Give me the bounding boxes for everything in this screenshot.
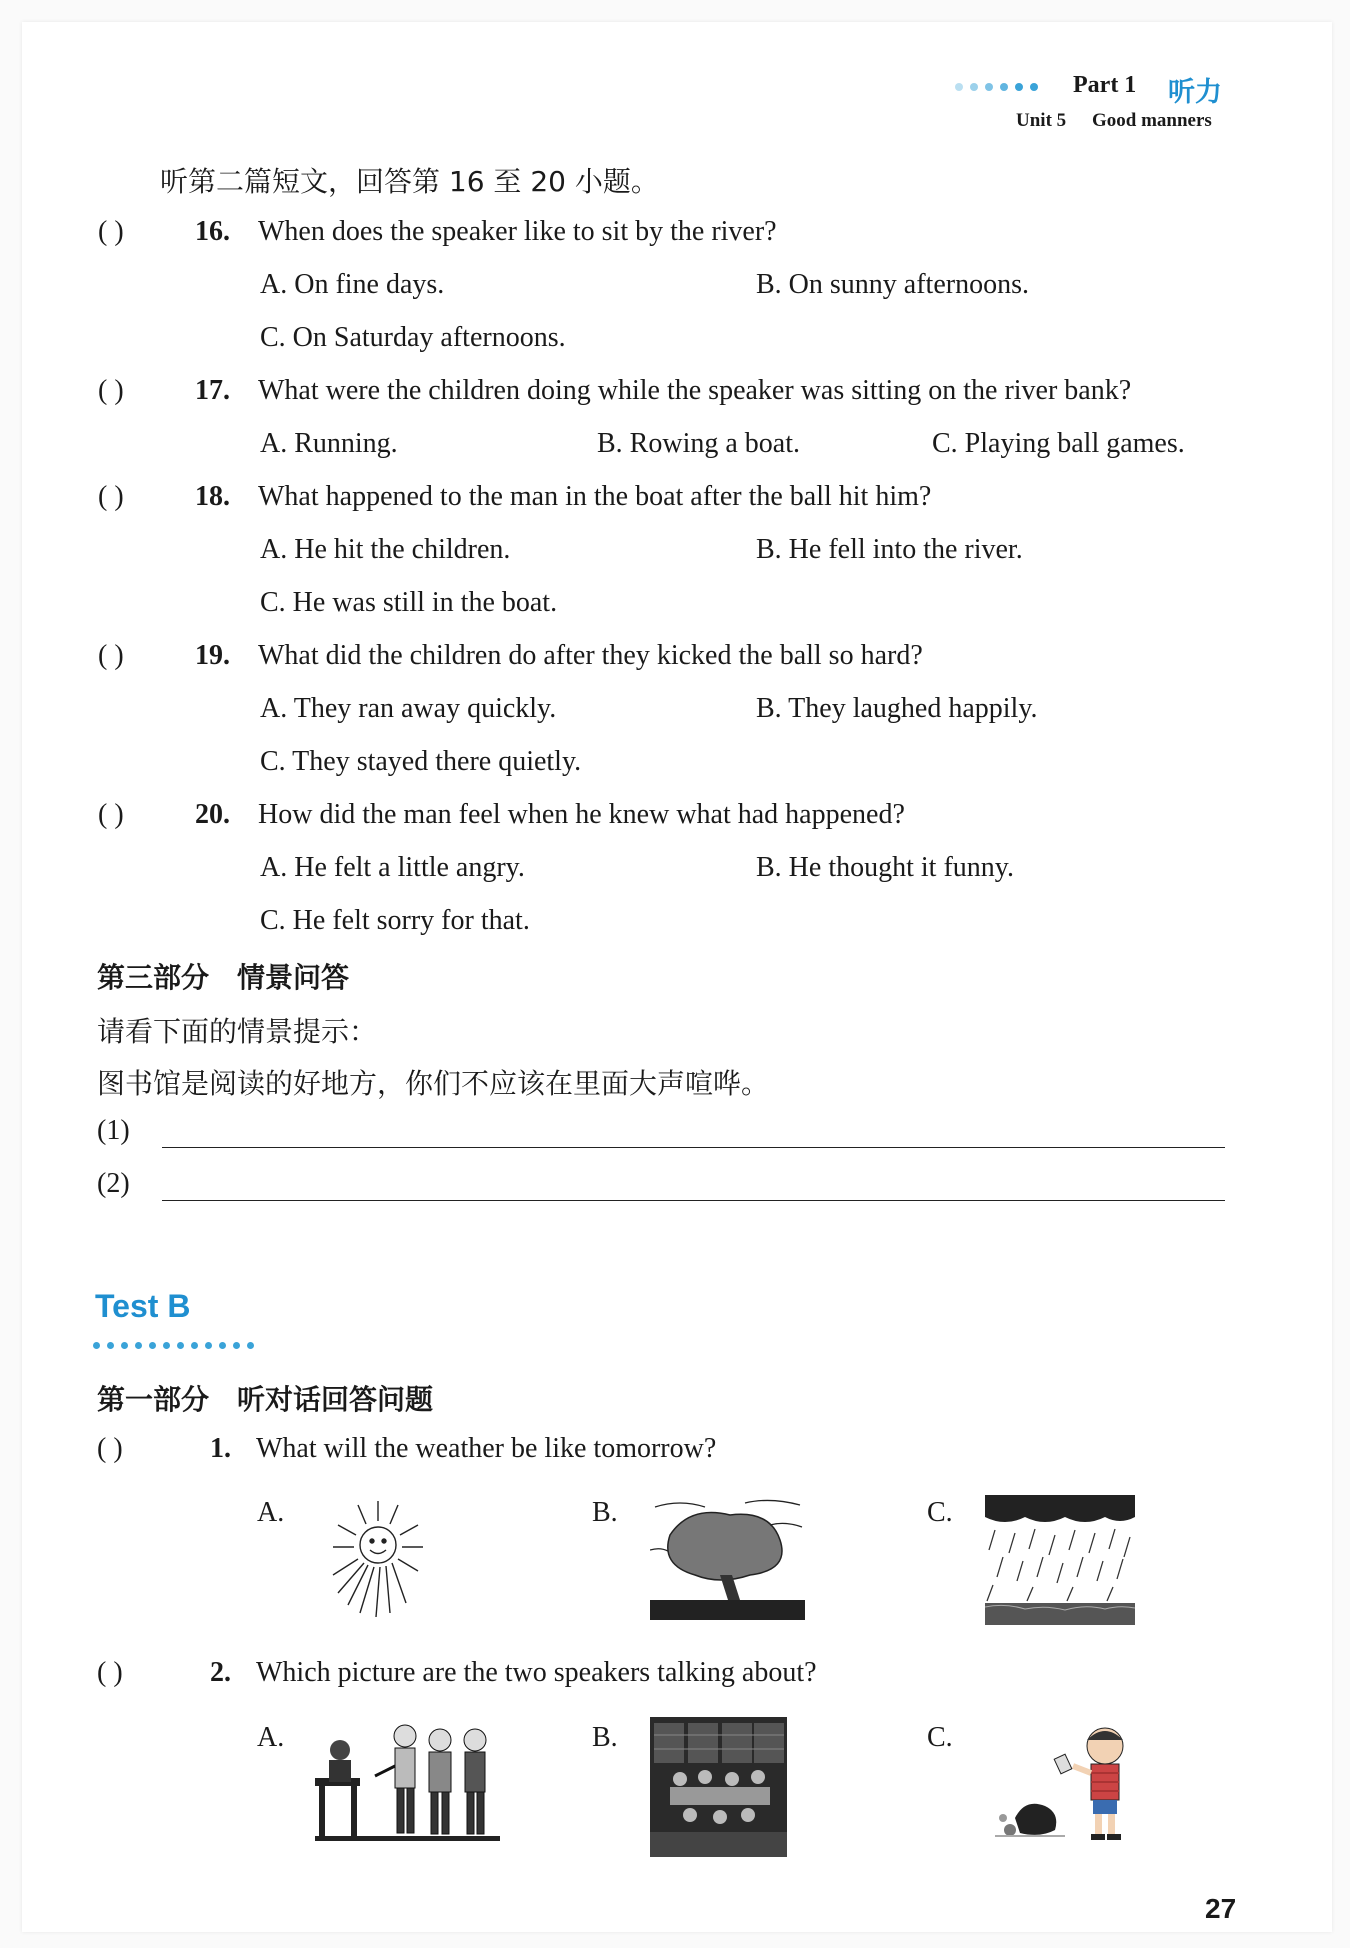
passage-instruction: 听第二篇短文，回答第 16 至 20 小题。 <box>160 165 659 198</box>
windy-weather-picture[interactable] <box>650 1495 805 1620</box>
b1-option-a-label[interactable]: A. <box>257 1497 285 1528</box>
question-text-b2: Which picture are the two speakers talking about? <box>256 1657 817 1688</box>
header-part: Part 1 <box>1073 72 1137 98</box>
question-text-19: What did the children do after they kicked the ball so hard? <box>258 640 923 671</box>
q17-option-b[interactable]: B. Rowing a boat. <box>597 428 800 459</box>
question-text-b1: What will the weather be like tomorrow? <box>256 1433 717 1464</box>
answer-blank-18[interactable]: ( ) <box>98 481 124 512</box>
rainy-weather-picture[interactable] <box>985 1495 1135 1625</box>
question-text-18: What happened to the man in the boat after the ball hit him? <box>258 481 932 512</box>
answer-blank-19[interactable]: ( ) <box>98 640 124 671</box>
part3-prompt-label: 请看下面的情景提示： <box>97 1015 378 1048</box>
question-number-19: 19. <box>195 640 230 671</box>
test-b-dots-decoration <box>93 1336 261 1354</box>
answer-blank-b1[interactable]: ( ) <box>97 1433 123 1464</box>
q19-option-a[interactable]: A. They ran away quickly. <box>260 693 557 724</box>
question-number-17: 17. <box>195 375 230 406</box>
question-text-16: When does the speaker like to sit by the river? <box>258 216 777 247</box>
q18-option-b[interactable]: B. He fell into the river. <box>756 534 1023 565</box>
q18-option-a[interactable]: A. He hit the children. <box>260 534 511 565</box>
part3-prompt: 图书馆是阅读的好地方，你们不应该在里面大声喧哗。 <box>97 1067 770 1100</box>
q16-option-b[interactable]: B. On sunny afternoons. <box>756 269 1029 300</box>
q17-option-a[interactable]: A. Running. <box>260 428 398 459</box>
q19-option-b[interactable]: B. They laughed happily. <box>756 693 1038 724</box>
answer-label-2: (2) <box>97 1168 130 1199</box>
question-number-b2: 2. <box>210 1657 231 1688</box>
question-number-20: 20. <box>195 799 230 830</box>
answer-label-1: (1) <box>97 1115 130 1146</box>
people-queuing-picture[interactable] <box>315 1718 500 1843</box>
b2-option-b-label[interactable]: B. <box>592 1722 618 1753</box>
answer-blank-b2[interactable]: ( ) <box>97 1657 123 1688</box>
boy-littering-picture[interactable] <box>985 1718 1150 1848</box>
b2-option-a-label[interactable]: A. <box>257 1722 285 1753</box>
header-dots-decoration <box>955 78 1045 102</box>
q20-option-b[interactable]: B. He thought it funny. <box>756 852 1014 883</box>
sunny-weather-picture[interactable] <box>318 1495 433 1620</box>
answer-blank-20[interactable]: ( ) <box>98 799 124 830</box>
q18-option-c[interactable]: C. He was still in the boat. <box>260 587 558 618</box>
q16-option-c[interactable]: C. On Saturday afternoons. <box>260 322 566 353</box>
header-unit: Unit 5 <box>1016 110 1067 131</box>
part3-heading: 第三部分 情景问答 <box>97 961 350 994</box>
test-b-title: Test B <box>95 1288 191 1324</box>
b2-option-c-label[interactable]: C. <box>927 1722 953 1753</box>
question-number-b1: 1. <box>210 1433 231 1464</box>
library-reading-picture[interactable] <box>650 1717 787 1857</box>
answer-line-1[interactable] <box>162 1147 1225 1148</box>
test-b-part1-heading: 第一部分 听对话回答问题 <box>97 1383 434 1416</box>
q20-option-c[interactable]: C. He felt sorry for that. <box>260 905 530 936</box>
page-number: 27 <box>1205 1893 1237 1924</box>
b1-option-c-label[interactable]: C. <box>927 1497 953 1528</box>
question-number-16: 16. <box>195 216 230 247</box>
question-text-17: What were the children doing while the speaker was sitting on the river bank? <box>258 375 1132 406</box>
answer-line-2[interactable] <box>162 1200 1225 1201</box>
question-number-18: 18. <box>195 481 230 512</box>
header-unit-title: Good manners <box>1092 110 1212 131</box>
answer-blank-16[interactable]: ( ) <box>98 216 124 247</box>
q16-option-a[interactable]: A. On fine days. <box>260 269 445 300</box>
answer-blank-17[interactable]: ( ) <box>98 375 124 406</box>
q20-option-a[interactable]: A. He felt a little angry. <box>260 852 525 883</box>
b1-option-b-label[interactable]: B. <box>592 1497 618 1528</box>
header-part-cn: 听力 <box>1168 77 1222 108</box>
question-text-20: How did the man feel when he knew what had happened? <box>258 799 905 830</box>
q17-option-c[interactable]: C. Playing ball games. <box>932 428 1185 459</box>
q19-option-c[interactable]: C. They stayed there quietly. <box>260 746 582 777</box>
